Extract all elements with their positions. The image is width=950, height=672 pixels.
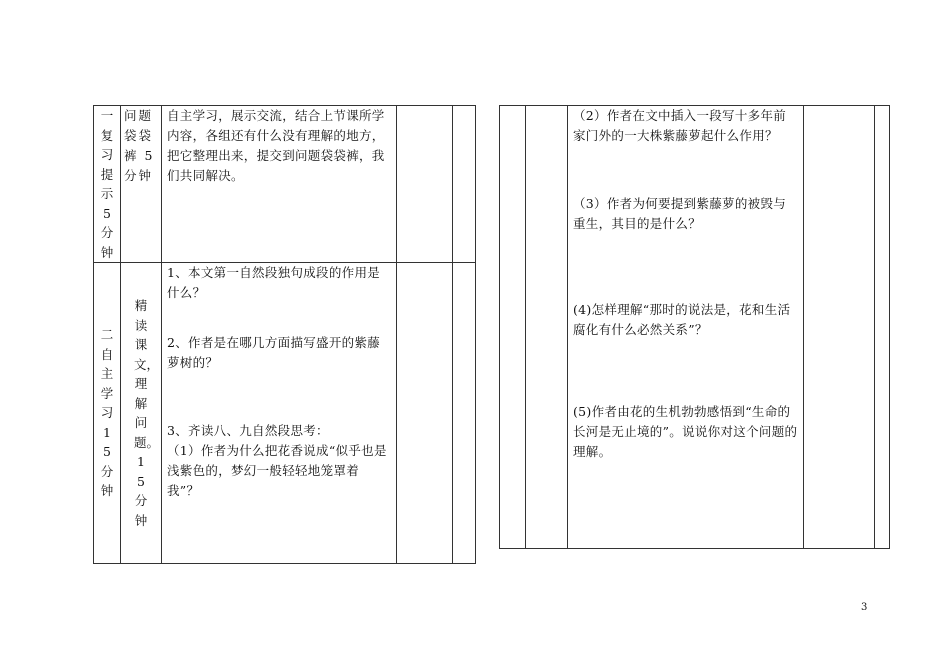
table-row [500,106,890,549]
question-list [568,106,803,462]
empty-cell [453,106,476,263]
activity-label: 精读课文，理解问题。15分钟 [134,298,160,528]
question-3: 3、齐读八、九自然段思考： [167,423,329,438]
content-cell [568,106,804,549]
content-cell [162,263,397,564]
question-3-4: (4)怎样理解“那时的说法是，花和生活腐化有什么必然关系”？ [573,302,791,337]
question-3-3: （3）作者为何要提到紫藤萝的被毁与重生，其目的是什么？ [573,196,787,231]
empty-cell [500,106,526,549]
activity-cell [121,263,162,564]
question-1: 1、本文第一自然段独句成段的作用是什么？ [167,265,381,300]
question-2: 2、作者是在哪几方面描写盛开的紫藤萝树的？ [167,335,381,370]
empty-cell [397,106,453,263]
empty-cell [453,263,476,564]
page-number: 3 [861,602,868,613]
content-cell [162,106,397,263]
empty-cell [526,106,568,549]
stage-label: 二自主学习15分钟 [100,327,114,499]
table-row [94,263,476,564]
content-text: 自主学习，展示交流，结合上节课所学内容，各组还有什么没有理解的地方，把它整理出来，提交到问题袋袋裤，我们共同解决。 [167,108,385,183]
right-lesson-table [499,105,890,549]
question-3-1: （1）作者为什么把花香说成“似乎也是浅紫色的，梦幻一般轻轻地笼罩着我”？ [167,443,387,498]
stage-cell [94,106,121,263]
question-3-5: (5)作者由花的生机勃勃感悟到“生命的长河是无止境的”。说说你对这个问题的理解。 [573,404,798,459]
empty-cell [397,263,453,564]
empty-cell [875,106,890,549]
activity-cell [121,106,162,263]
left-lesson-table [93,105,476,564]
activity-label: 问题袋袋裤 5分钟 [124,108,155,183]
question-3-2: （2）作者在文中插入一段写十多年前家门外的一大株紫藤萝起什么作用？ [573,108,787,143]
question-list [162,263,396,501]
stage-label: 一复习提示5分钟 [100,108,114,260]
empty-cell [804,106,875,549]
stage-cell [94,263,121,564]
table-row [94,106,476,263]
